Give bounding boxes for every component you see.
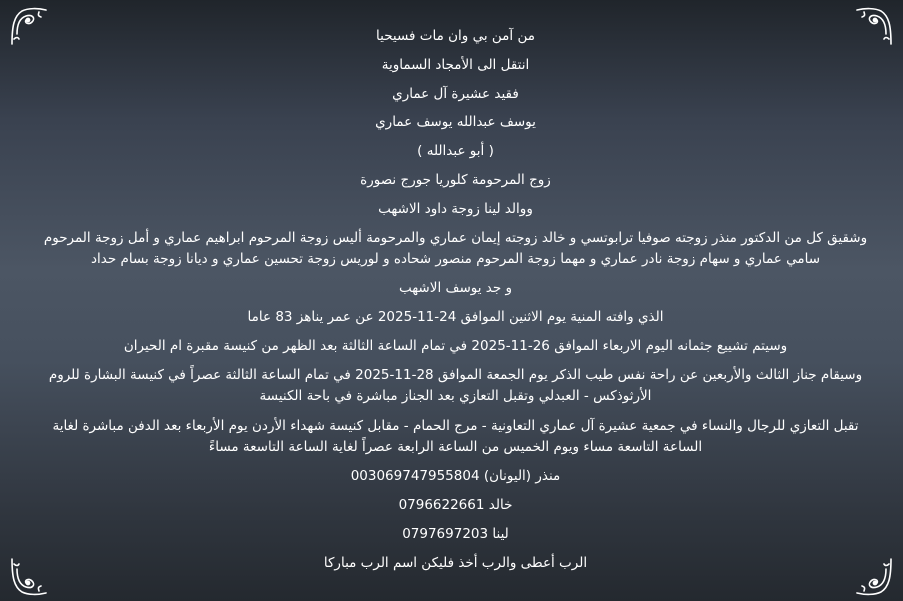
contact-phone: 0797697203 xyxy=(402,525,489,542)
scripture-opening: من آمن بي وان مات فسيحيا xyxy=(376,28,535,44)
obituary-text xyxy=(40,26,871,582)
contact-row xyxy=(40,466,871,486)
contact-name: خالد xyxy=(488,497,513,514)
siblings-paragraph: وشقيق كل من الدكتور منذر زوجته صوفيا ترابوتسي و خالد زوجته إيمان عماري والمرحومة أليس زوجة المرحوم ابراهيم عماري و أمل زوجة المرحوم سامي عماري و سهام زوجة نادر عماري و مهما زوجة المرحوم منصور شحاده و لوريس زوجة تحسين عماري و ديانا زوجة بسام حداد xyxy=(43,229,868,267)
contact-phone: 0796622661 xyxy=(398,497,485,514)
contact-name: منذر (اليونان) xyxy=(483,468,561,485)
children-line: ووالد لينا زوجة داود الاشهب xyxy=(378,200,533,217)
condolences-paragraph: تقبل التعازي للرجال والنساء في جمعية عشيرة آل عماري التعاونية - مرج الحمام - مقابل كنيسة شهداء الأردن يوم الأربعاء بعد الدفن مباشرة لغاية الساعة التاسعة مساء ويوم الخميس من الساعة الرابعة عصراً لغاية الساعة التاسعة مساءً xyxy=(52,417,859,455)
deceased-name: يوسف عبدالله يوسف عماري xyxy=(375,114,536,131)
closing-verse: الرب أعطى والرب أخذ فليكن اسم الرب مباركا xyxy=(323,554,588,571)
contact-row xyxy=(40,495,871,515)
contact-row xyxy=(40,524,871,544)
grandchildren-line: و جد يوسف الاشهب xyxy=(398,280,513,297)
family-clan: فقيد عشيرة آل عماري xyxy=(392,85,519,102)
contact-phone: 003069747955804 xyxy=(350,468,480,485)
passing-announcement: انتقل الى الأمجاد السماوية xyxy=(381,56,530,73)
contact-name: لينا xyxy=(492,525,509,542)
funeral-line: وسيتم تشييع جثمانه اليوم الاربعاء الموافق 26-11-2025 في تمام الساعة الثالثة بعد الظهر من كنيسة مقبرة ام الحيران xyxy=(123,337,788,354)
memorial-service-paragraph: وسيقام جناز الثالث والأربعين عن راحة نفس طيب الذكر يوم الجمعة الموافق 28-11-2025 في تمام الساعة الثالثة عصراً في كنيسة البشارة للروم الأرثوذكس - العبدلي وتقبل التعازي بعد الجناز مباشرة في باحة الكنيسة xyxy=(48,366,863,404)
deceased-kunya: ( أبو عبدالله ) xyxy=(417,143,494,160)
spouse-line: زوج المرحومة كلوريا جورج نصورة xyxy=(360,171,551,188)
death-date-line: الذي وافته المنية يوم الاثنين الموافق 24-11-2025 عن عمر يناهز 83 عاما xyxy=(247,309,664,326)
